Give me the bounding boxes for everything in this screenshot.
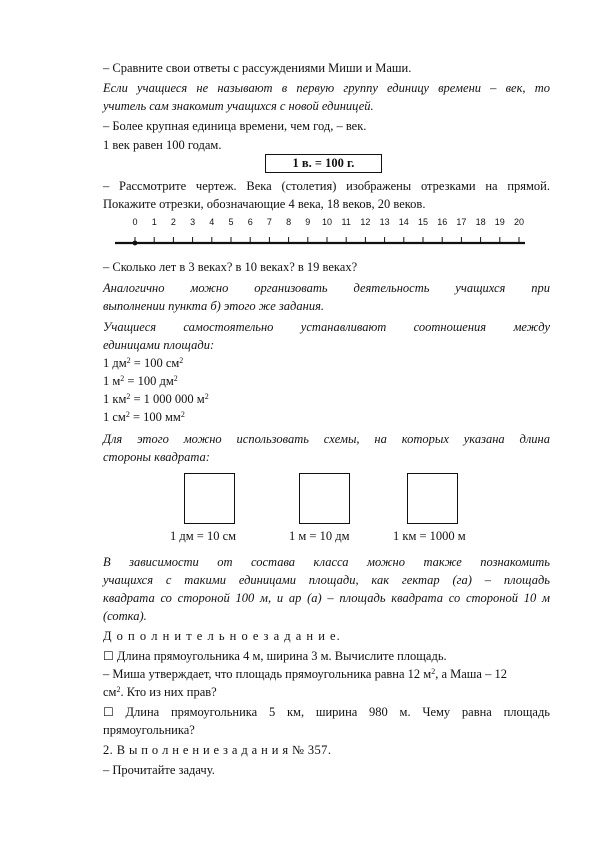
number-line-tick-label: 4: [209, 217, 215, 227]
number-line-tick-label: 16: [437, 217, 448, 227]
section-heading: 2. В ы п о л н е н и е з а д а н и я № 357.: [103, 743, 332, 757]
square-dm: [184, 473, 235, 524]
italic-note-line: Учащиеся самостоятельно устанавливают соотношения между: [103, 320, 550, 334]
number-line-tick-label: 19: [494, 217, 505, 227]
text-line: – Прочитайте задачу.: [103, 763, 215, 777]
italic-note-line: учитель сам знакомит учащихся с новой единицей.: [103, 99, 374, 113]
number-line-tick-label: 17: [456, 217, 467, 227]
number-line-tick-label: 2: [170, 217, 176, 227]
number-line-tick-label: 18: [475, 217, 486, 227]
task-line: ☐ Длина прямоугольника 4 м, ширина 3 м. Вычислите площадь.: [103, 649, 447, 663]
number-line-tick-label: 12: [360, 217, 371, 227]
italic-note-line: квадрата со стороной 100 м, и ар (а) – площадь квадрата со стороной 10 м: [103, 591, 550, 605]
text-line: – Более крупная единица времени, чем год, – век.: [103, 119, 367, 133]
italic-note-line: (сотка).: [103, 609, 147, 623]
text-line: – Рассмотрите чертеж. Века (столетия) изображены отрезками на прямой.: [103, 179, 550, 193]
centuries-number-line: [110, 213, 530, 251]
number-line-tick-label: 13: [379, 217, 390, 227]
number-line-tick-label: 15: [417, 217, 429, 227]
task-line: прямоугольника?: [103, 723, 195, 737]
area-relation: 1 $см^2 = 100$ $мм^2$: [103, 410, 185, 424]
number-line-tick-label: 5: [228, 217, 234, 227]
task-line: – Миша утверждает, что площадь прямоугольника равна 12 $м^2$, а Маша – 12: [103, 667, 507, 681]
square-m: [299, 473, 350, 524]
italic-note-line: стороны квадрата:: [103, 450, 210, 464]
number-line-tick-label: 10: [321, 217, 333, 227]
square-bullet-icon: ☐: [103, 705, 114, 719]
number-line-tick-label: 6: [247, 217, 253, 227]
italic-note-line: учащихся с такими единицами площади, как гектар (га) – площадь: [103, 573, 550, 587]
italic-note-line: В зависимости от состава класса можно также познакомить: [103, 555, 550, 569]
area-relation: 1 $км^2 = 1$ 000 000 $м^2$: [103, 392, 209, 406]
italic-note-line: единицами площади:: [103, 338, 215, 352]
number-line-tick-label: 3: [190, 217, 196, 227]
number-line-tick-label: 20: [513, 217, 525, 227]
text-line: – Сколько лет в 3 веках? в 10 веках? в 19 веках?: [103, 260, 358, 274]
number-line-tick-label: 1: [151, 217, 157, 227]
section-heading: Д о п о л н и т е л ь н о е з а д а н и е.: [103, 629, 341, 643]
task-line: ☐ Длина прямоугольника 5 км, ширина 980 м. Чему равна площадь: [103, 705, 551, 719]
area-relation: 1 $дм^2 = 100$ $см^2$: [103, 356, 184, 370]
number-line-tick-label: 14: [398, 217, 409, 227]
area-relation: 1 $м^2 = 100$ $дм^2$: [103, 374, 178, 388]
text-line: – Сравните свои ответы с рассуждениями Миши и Маши.: [103, 61, 412, 75]
square-bullet-icon: ☐: [103, 649, 114, 663]
century-formula-box: 1 в. = 100 г.: [265, 154, 382, 173]
italic-note-line: Если учащиеся не называют в первую группу единицу времени – век, то: [103, 81, 550, 95]
number-line-tick-label: 7: [266, 217, 272, 227]
square-label: 1 м = 10 дм: [289, 529, 350, 543]
text-line: Покажите отрезки, обозначающие 4 века, 18 веков, 20 веков.: [103, 197, 426, 211]
italic-note-line: Для этого можно использовать схемы, на которых указана длина: [103, 432, 550, 446]
task-line: $см^2$. Кто из них прав?: [103, 685, 217, 699]
number-line-tick-label: 11: [341, 217, 351, 227]
number-line-tick-label: 9: [305, 217, 311, 227]
square-label: 1 дм = 10 см: [170, 529, 237, 543]
square-label: 1 км = 1000 м: [393, 529, 466, 543]
italic-note-line: выполнении пункта б) этого же задания.: [103, 299, 325, 313]
text-line: 1 век равен 100 годам.: [103, 138, 222, 152]
italic-note-line: Аналогично можно организовать деятельность учащихся при: [103, 281, 550, 295]
square-km: [407, 473, 458, 524]
number-line-origin-point: [133, 241, 138, 246]
number-line-tick-label: 0: [132, 217, 138, 227]
number-line-tick-label: 8: [286, 217, 292, 227]
